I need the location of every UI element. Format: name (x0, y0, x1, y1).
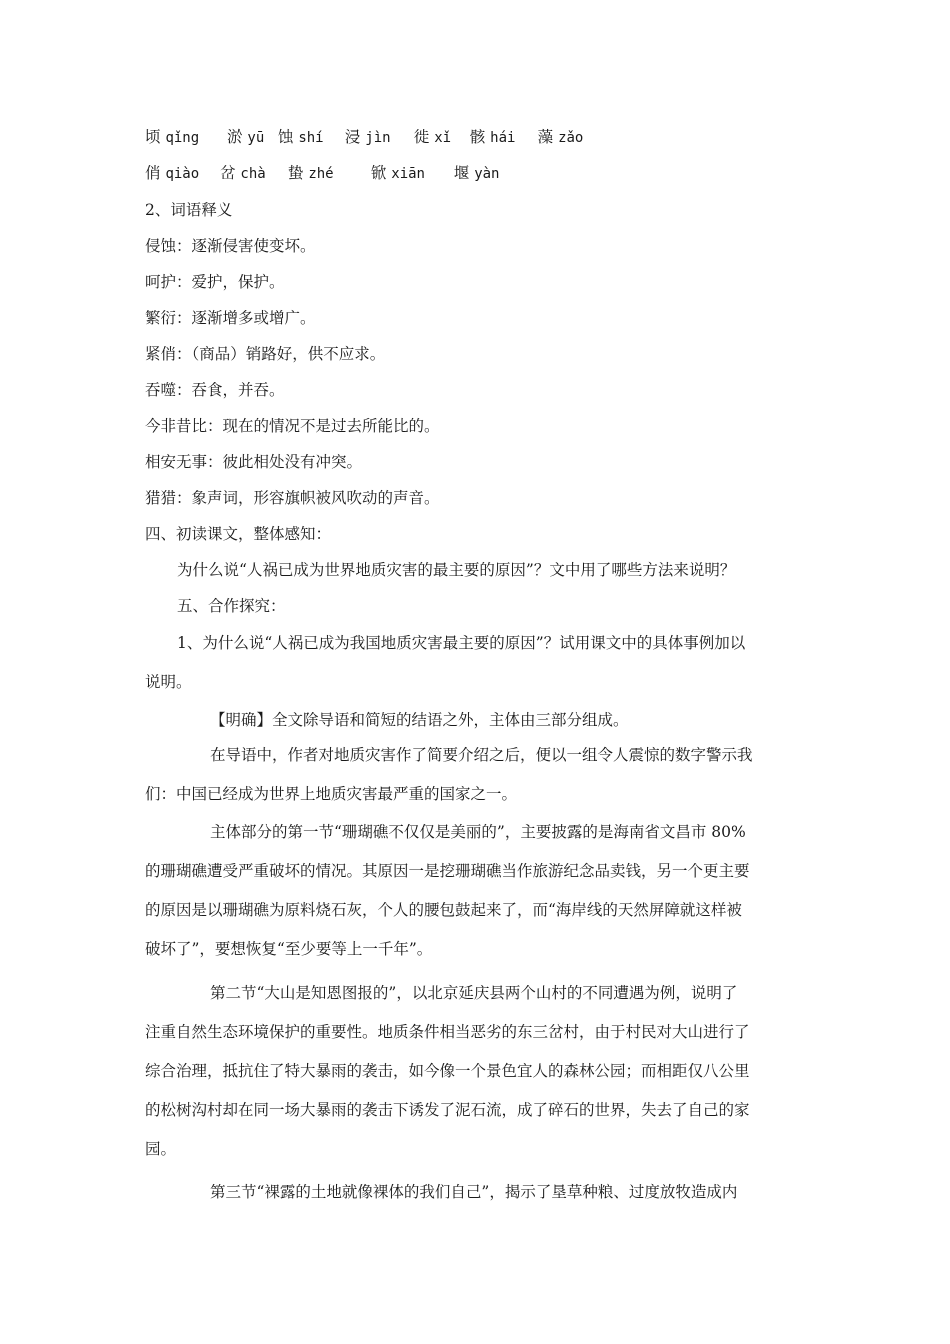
definition-line: 吞噬：吞食，并吞。 (145, 381, 285, 399)
paragraph-line: 综合治理，抵抗住了特大暴雨的袭击，如今像一个景色宜人的森林公园；而相距仅八公里 (145, 1062, 750, 1080)
section-2-title: 2、词语释义 (145, 201, 233, 219)
paragraph-line: 主体部分的第一节“珊瑚礁不仅仅是美丽的”，主要披露的是海南省文昌市 80% (210, 823, 746, 841)
pinyin-item: 蛰 zhé (287, 164, 334, 182)
definition-line: 猎猎：象声词，形容旗帜被风吹动的声音。 (145, 489, 440, 507)
pinyin-item: 浸 jìn (344, 128, 391, 146)
question-1: 1、为什么说“人祸已成为我国地质灾害最主要的原因”？试用课文中的具体事例加以 (177, 634, 746, 652)
pinyin-item: 蚀 shí (277, 128, 324, 146)
paragraph-line: 在导语中，作者对地质灾害作了简要介绍之后，便以一组令人震惊的数字警示我 (210, 746, 753, 764)
paragraph-line: 们：中国已经成为世界上地质灾害最严重的国家之一。 (145, 785, 518, 803)
section-5-title: 五、合作探究： (177, 597, 286, 615)
paragraph-line: 的原因是以珊瑚礁为原料烧石灰，个人的腰包鼓起来了，而“海岸线的天然屏障就这样被 (145, 901, 742, 919)
paragraph-line: 注重自然生态环境保护的重要性。地质条件相当恶劣的东三岔村，由于村民对大山进行了 (145, 1023, 750, 1041)
definition-line: 繁衍：逐渐增多或增广。 (145, 309, 316, 327)
pinyin-item: 徙 xǐ (413, 128, 452, 146)
pinyin-item: 淤 yū (226, 128, 265, 146)
section-4-title: 四、初读课文，整体感知： (145, 525, 332, 543)
definition-line: 今非昔比：现在的情况不是过去所能比的。 (145, 417, 440, 435)
pinyin-item: 藻 zǎo (537, 128, 584, 146)
pinyin-item: 堰 yàn (453, 164, 500, 182)
pinyin-item: 俏 qiào (145, 164, 200, 182)
pinyin-item: 顷 qǐng (145, 128, 200, 146)
pinyin-item: 锨 xiān (370, 164, 425, 182)
definition-line: 紧俏：（商品）销路好，供不应求。 (145, 345, 386, 363)
definition-line: 相安无事：彼此相处没有冲突。 (145, 453, 363, 471)
paragraph-line: 的珊瑚礁遭受严重破坏的情况。其原因一是挖珊瑚礁当作旅游纪念品卖钱，另一个更主要 (145, 862, 750, 880)
paragraph-line: 第三节“裸露的土地就像裸体的我们自己”，揭示了垦草种粮、过度放牧造成内 (210, 1183, 738, 1201)
definition-line: 侵蚀：逐渐侵害使变坏。 (145, 237, 316, 255)
pinyin-item: 岔 chà (219, 164, 266, 182)
pinyin-item: 骸 hái (469, 128, 516, 146)
pinyin-row-1 (145, 127, 583, 148)
question-1-continued: 说明。 (145, 673, 192, 691)
pinyin-row-2 (145, 163, 500, 184)
paragraph-line: 第二节“大山是知恩图报的”，以北京延庆县两个山村的不同遭遇为例，说明了 (210, 984, 738, 1002)
paragraph-line: 园。 (145, 1140, 177, 1158)
answer-heading: 【明确】全文除导语和简短的结语之外，主体由三部分组成。 (210, 711, 629, 729)
paragraph-line: 破坏了”，要想恢复“至少要等上一千年”。 (145, 940, 433, 958)
paragraph-line: 的松树沟村却在同一场大暴雨的袭击下诱发了泥石流，成了碎石的世界，失去了自己的家 (145, 1101, 750, 1119)
section-4-question: 为什么说“人祸已成为世界地质灾害的最主要的原因”？文中用了哪些方法来说明？ (177, 561, 736, 579)
definition-line: 呵护：爱护，保护。 (145, 273, 285, 291)
